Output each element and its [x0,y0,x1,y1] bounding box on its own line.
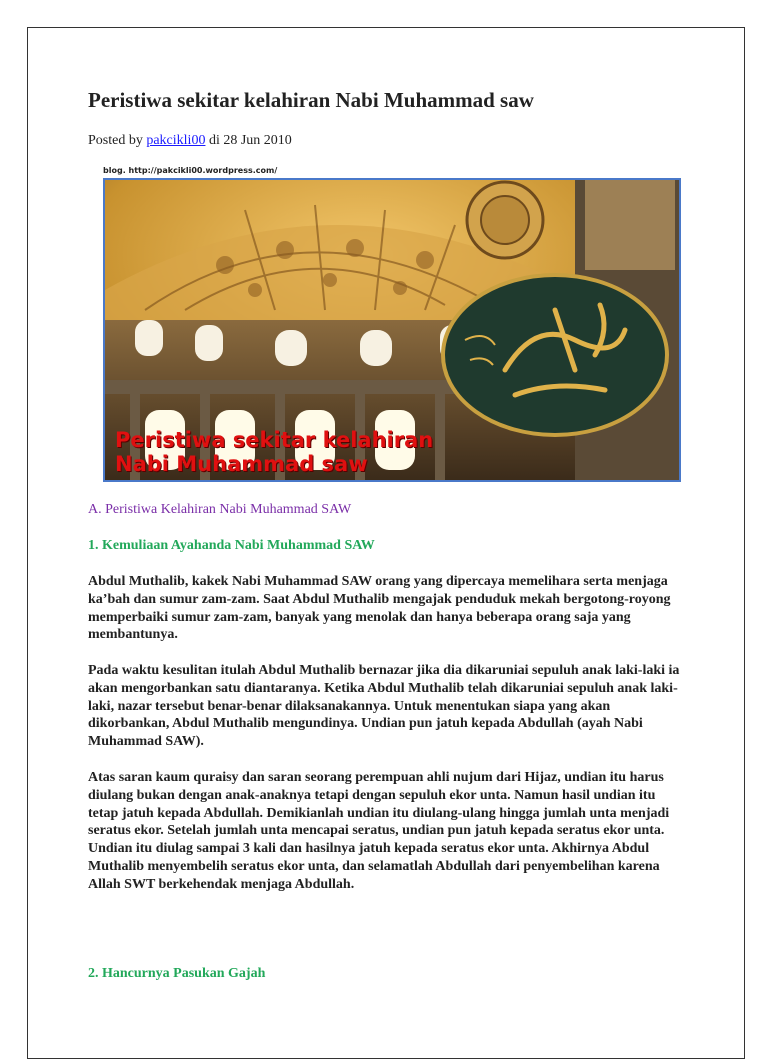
article-title: Peristiwa sekitar kelahiran Nabi Muhammad saw [88,88,534,112]
byline-prefix: Posted by [88,133,143,148]
paragraph: Atas saran kaum quraisy dan saran seorang perempuan ahli nujum dari Hijaz, undian itu harus diulang bukan dengan anak-anaknya tetapi dengan sepuluh ekor unta. Namun hasil undian itu tetap jatuh kepada Abdullah. Demikianlah undian itu diulang-ulang hingga jumlah unta menjadi seratus ekor. Setelah jumlah unta mencapai seratus, undian pun jatuh kepada seratus ekor unta. Undian itu diulag sampai 3 kali dan hasilnya jatuh kepada seratus ekor unta. Akhirnya Abdul Muthalib menyembelih seratus ekor unta, dan selamatlah Abdullah dari penyembelihan karena Allah SWT berkehendak menjaga Abdullah. [88,770,670,892]
document-page [27,27,745,1059]
hero-photo [103,178,681,482]
paragraph: Abdul Muthalib, kakek Nabi Muhammad SAW orang yang dipercaya memelihara serta menjaga ka’bah dan sumur zam-zam. Saat Abdul Muthalib mengajak penduduk mekah bergotong-royong memperbaiki sumur zam-zam, banyak yang menolak dan hanya beberapa orang saja yang membantunya. [88,574,671,643]
section-1-heading: 1. Kemuliaan Ayahanda Nabi Muhammad SAW [88,538,375,553]
hero-watermark-url: blog. http://pakcikli00.wordpress.com/ [103,166,278,175]
byline [88,133,292,149]
section-a-heading: A. Peristiwa Kelahiran Nabi Muhammad SAW [88,502,352,517]
section-2-heading: 2. Hancurnya Pasukan Gajah [88,966,266,981]
hero-overlay-line1: Peristiwa sekitar kelahiran [115,428,434,452]
hero-overlay-line2: Nabi Muhammad saw [115,452,368,476]
hero-image [103,166,679,482]
hero-overlay-caption [115,428,433,476]
byline-date: di 28 Jun 2010 [208,133,292,148]
author-link[interactable]: pakcikli00 [146,133,206,148]
paragraph: Pada waktu kesulitan itulah Abdul Muthalib bernazar jika dia dikaruniai sepuluh anak laki-laki ia akan mengorbankan satu diantaranya. Ketika Abdul Muthalib telah dikaruniai sepuluh anak laki-laki, nazar tersebut benar-benar dilaksanakannya. Untuk menentukan siapa yang akan dikorbankan, Abdul Muthalib mengundinya. Undian pun jatuh kepada Abdullah (ayah Nabi Muhammad SAW). [88,663,680,750]
